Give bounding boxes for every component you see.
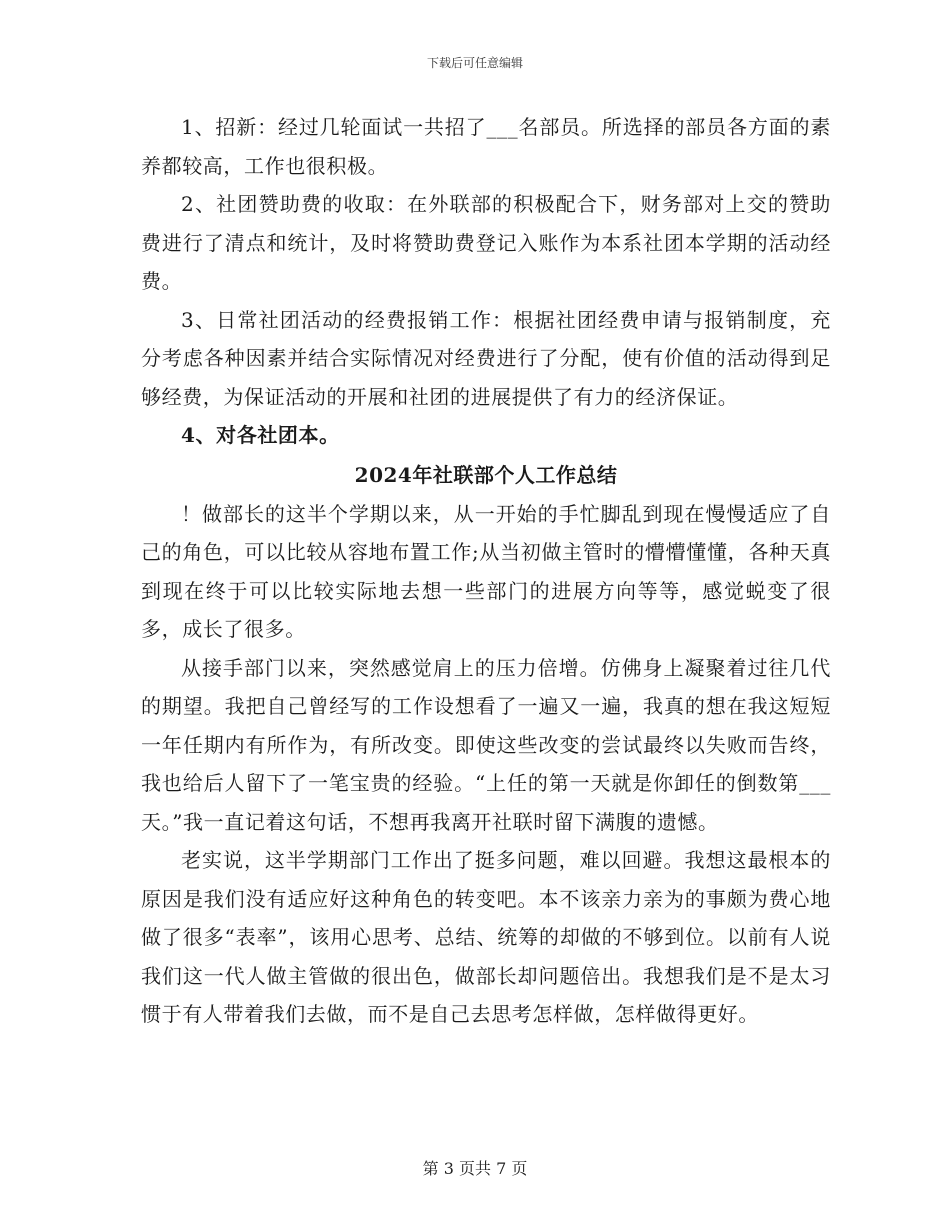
paragraph-sponsorship: 2、社团赞助费的收取：在外联部的积极配合下，财务部对上交的赞助费进行了清点和统计，及时将赞助费登记入账作为本系社团本学期的活动经费。 [141, 192, 831, 293]
document-body [141, 108, 831, 1034]
paragraph-reimbursement: 3、日常社团活动的经费报销工作：根据社团经费申请与报销制度，充分考虑各种因素并结合实际情况对经费进行了分配，使有价值的活动得到足够经费，为保证活动的开展和社团的进展提供了有力的经济保证。 [141, 307, 831, 409]
paragraph-recruitment: 1、招新：经过几轮面试一共招了___名部员。所选择的部员各方面的素养都较高，工作也很积极。 [141, 115, 831, 178]
section-title: 2024年社联部个人工作总结 [354, 462, 618, 487]
page-header: 下载后可任意编辑 [426, 56, 523, 70]
paragraph-intro: ！做部长的这半个学期以来，从一开始的手忙脚乱到现在慢慢适应了自己的角色，可以比较从容地布置工作;从当初做主管时的懵懵懂懂，各种天真到现在终于可以比较实际地去想一些部门的进展方向等等，感觉蜕变了很多，成长了很多。 [141, 501, 831, 641]
page-footer: 第 3 页共 7 页 [422, 1159, 528, 1178]
paragraph-clubs: 4、对各社团本。 [181, 423, 340, 447]
paragraph-reflection: 老实说，这半学期部门工作出了挺多问题，难以回避。我想这最根本的原因是我们没有适应好这种角色的转变吧。本不该亲力亲为的事颇为费心地做了很多“表率”，该用心思考、总结、统筹的却做的不够到位。以前有人说我们这一代人做主管做的很出色，做部长却问题倍出。我想我们是不是太习惯于有人带着我们去做，而不是自己去思考怎样做，怎样做得更好。 [141, 848, 831, 1026]
paragraph-pressure: 从接手部门以来，突然感觉肩上的压力倍增。仿佛身上凝聚着过往几代的期望。我把自己曾经写的工作设想看了一遍又一遍，我真的想在我这短短一年任期内有所作为，有所改变。即使这些改变的尝试最终以失败而告终，我也给后人留下了一笔宝贵的经验。“上任的第一天就是你卸任的倒数第___天。”我一直记着这句话，不想再我离开社联时留下满腹的遗憾。 [141, 655, 831, 834]
